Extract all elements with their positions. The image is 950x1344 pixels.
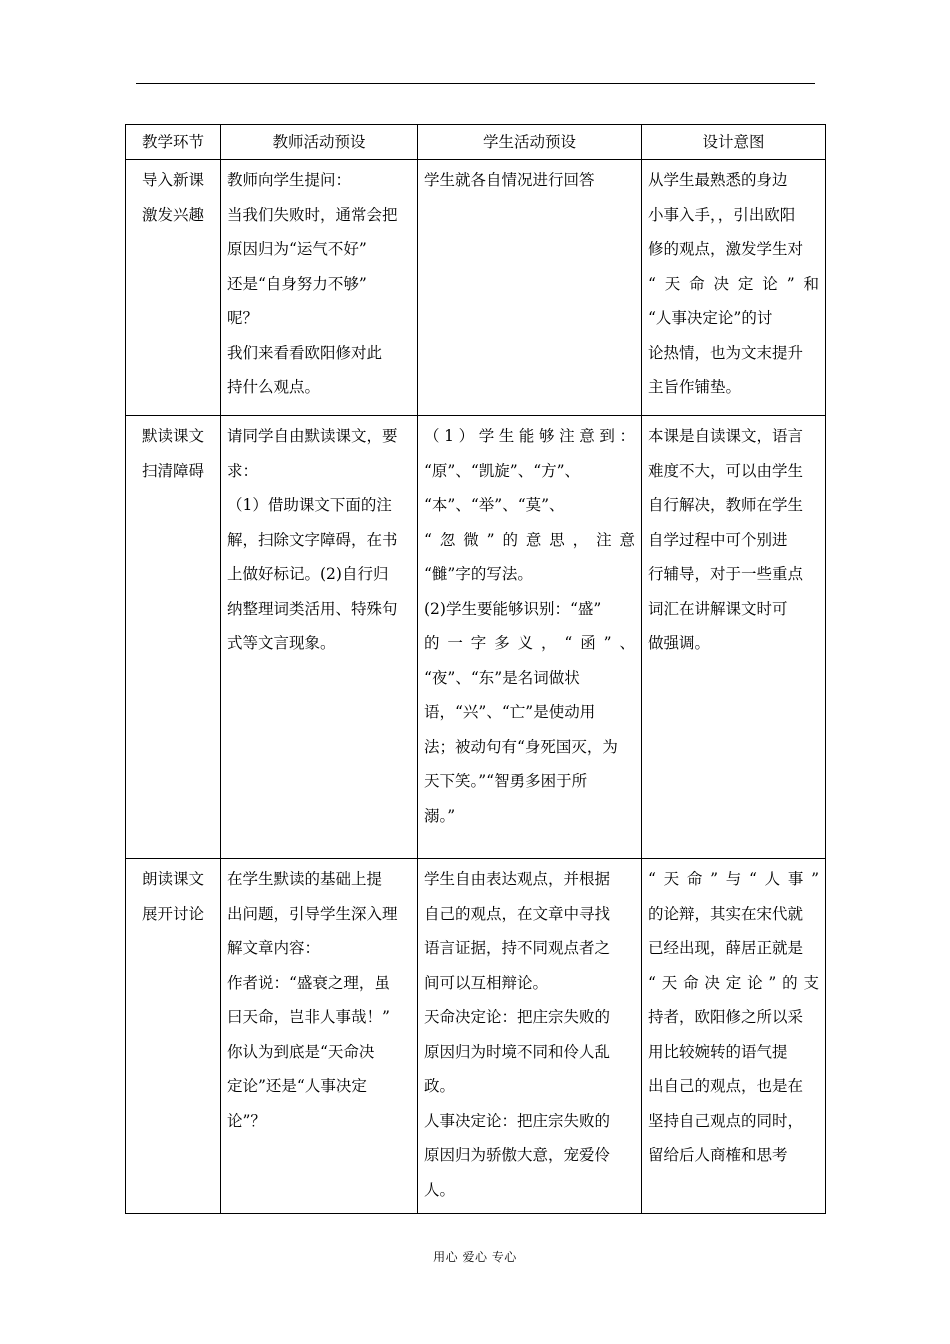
teacher-line: 定论”还是“人事决定 <box>227 1077 367 1095</box>
header-cell-teacher: 教师活动预设 <box>221 125 418 160</box>
student-cell <box>418 859 642 1214</box>
teacher-line: 当我们失败时，通常会把 <box>227 205 398 224</box>
table-row <box>126 160 826 416</box>
student-cell <box>418 160 642 416</box>
intent-line: 的论辩，其实在宋代就 <box>648 904 804 923</box>
student-line: 原因归为时境不同和伶人乱 <box>424 1042 611 1061</box>
teacher-line: 呢？ <box>227 309 259 327</box>
teacher-line: 论”？ <box>227 1111 266 1130</box>
header-cell-student: 学生活动预设 <box>418 125 642 160</box>
intent-cell <box>642 859 826 1214</box>
lesson-plan-table <box>125 124 826 1214</box>
table-row <box>126 859 826 1214</box>
stage-line: 朗读课文 <box>141 870 204 888</box>
student-line: 学生就各自情况进行回答 <box>424 171 595 189</box>
intent-line: 坚持自己观点的同时， <box>648 1111 804 1130</box>
intent-line: 行辅导，对于一些重点 <box>648 565 804 583</box>
teacher-line: 教师向学生提问： <box>227 171 352 189</box>
student-line: 天下笑。”“智勇多困于所 <box>424 772 588 790</box>
teacher-line: 曰天命，岂非人事哉！” <box>227 1008 390 1026</box>
teacher-line: 式等文言现象。 <box>227 634 336 652</box>
stage-line: 导入新课 <box>141 171 204 189</box>
student-line: 人事决定论：把庄宗失败的 <box>424 1111 611 1130</box>
student-line: 间可以互相辩论。 <box>424 973 549 992</box>
stage-cell <box>126 416 221 859</box>
teacher-line: 持什么观点。 <box>227 378 321 396</box>
student-line: “夜”、“东”是名词做状 <box>424 668 580 687</box>
teacher-cell <box>221 859 418 1214</box>
header-cell-stage: 教学环节 <box>126 125 221 160</box>
intent-line: “天命”与“人事” <box>648 870 819 888</box>
teacher-line: 在学生默读的基础上提 <box>227 870 383 888</box>
student-line: 政。 <box>424 1077 456 1095</box>
teacher-line: 你认为到底是“天命决 <box>227 1042 375 1061</box>
stage-line: 激发兴趣 <box>141 205 204 224</box>
intent-line: 词汇在讲解课文时可 <box>648 599 788 618</box>
intent-line: 自行解决，教师在学生 <box>648 496 804 514</box>
intent-line: 小事入手，，引出欧阳 <box>648 205 796 224</box>
student-line: 溺。” <box>424 806 456 825</box>
student-line: “本”、“举”、“莫”、 <box>424 496 565 514</box>
student-line: 语，“兴”、“亡”是使动用 <box>424 703 596 721</box>
intent-line: 持者，欧阳修之所以采 <box>648 1008 804 1026</box>
student-line: 法；被动句有“身死国灭，为 <box>424 737 618 756</box>
teacher-line: 我们来看看欧阳修对此 <box>227 343 383 362</box>
intent-line: “人事决定论”的讨 <box>648 309 773 327</box>
student-line: 天命决定论：把庄宗失败的 <box>424 1008 611 1026</box>
intent-line: 论热情，也为文末提升 <box>648 343 804 362</box>
teacher-line: 作者说：“盛衰之理，虽 <box>227 973 390 992</box>
student-line: （1）学生能够注意到： <box>424 427 635 445</box>
stage-line: 展开讨论 <box>141 904 204 923</box>
teacher-line: 解文章内容： <box>227 939 321 957</box>
student-line: “忽微”的意思，注意 <box>424 530 635 549</box>
student-line: 的一字多义，“函”、 <box>424 634 635 652</box>
stage-line: 扫清障碍 <box>141 461 204 480</box>
table-header-row <box>126 125 826 160</box>
intent-line: 修的观点，激发学生对 <box>648 240 804 258</box>
student-line: 自己的观点，在文章中寻找 <box>424 904 611 923</box>
student-cell <box>418 416 642 859</box>
intent-line: 做强调。 <box>648 634 711 652</box>
teacher-line: 还是“自身努力不够” <box>227 274 367 293</box>
page-footer: 用心 爱心 专心 <box>433 1250 517 1264</box>
intent-line: 已经出现，薛居正就是 <box>648 939 804 957</box>
intent-line: 用比较婉转的语气提 <box>648 1042 788 1061</box>
teacher-line: 解，扫除文字障碍，在书 <box>227 530 398 549</box>
intent-line: 主旨作铺垫。 <box>648 378 742 396</box>
teacher-line: 出问题，引导学生深入理 <box>227 904 398 923</box>
stage-cell <box>126 160 221 416</box>
teacher-line: 请同学自由默读课文，要 <box>227 427 398 445</box>
student-line: (2)学生要能够识别：“盛” <box>424 599 602 618</box>
student-line: 语言证据，持不同观点者之 <box>424 939 611 957</box>
stage-cell <box>126 859 221 1214</box>
teacher-line: 求： <box>227 461 259 480</box>
student-line: 原因归为骄傲大意，宠爱伶 <box>424 1146 611 1164</box>
intent-line: 留给后人商榷和思考 <box>648 1146 788 1164</box>
header-rule <box>136 83 815 84</box>
teacher-line: 上做好标记。(2)自行归 <box>227 565 389 583</box>
student-line: “雠”字的写法。 <box>424 565 533 583</box>
intent-line: 自学过程中可个别进 <box>648 530 788 549</box>
intent-line: 出自己的观点，也是在 <box>648 1077 804 1095</box>
student-line: “原”、“凯旋”、“方”、 <box>424 461 581 480</box>
intent-line: 从学生最熟悉的身边 <box>648 171 788 189</box>
student-line: 学生自由表达观点，并根据 <box>424 870 611 888</box>
intent-cell <box>642 416 826 859</box>
intent-line: “天命决定论”的支 <box>648 973 819 992</box>
stage-line: 默读课文 <box>141 427 204 445</box>
intent-line: 本课是自读课文，语言 <box>648 427 804 445</box>
intent-line: 难度不大，可以由学生 <box>648 461 804 480</box>
teacher-line: 纳整理词类活用、特殊句 <box>227 599 398 618</box>
teacher-cell <box>221 160 418 416</box>
table-row <box>126 416 826 859</box>
header-cell-intent: 设计意图 <box>642 125 826 160</box>
teacher-line: （1）借助课文下面的注 <box>227 496 392 514</box>
student-line: 人。 <box>424 1180 456 1199</box>
teacher-cell <box>221 416 418 859</box>
teacher-line: 原因归为“运气不好” <box>227 240 367 258</box>
intent-line: “天命决定论”和 <box>648 274 819 293</box>
intent-cell <box>642 160 826 416</box>
